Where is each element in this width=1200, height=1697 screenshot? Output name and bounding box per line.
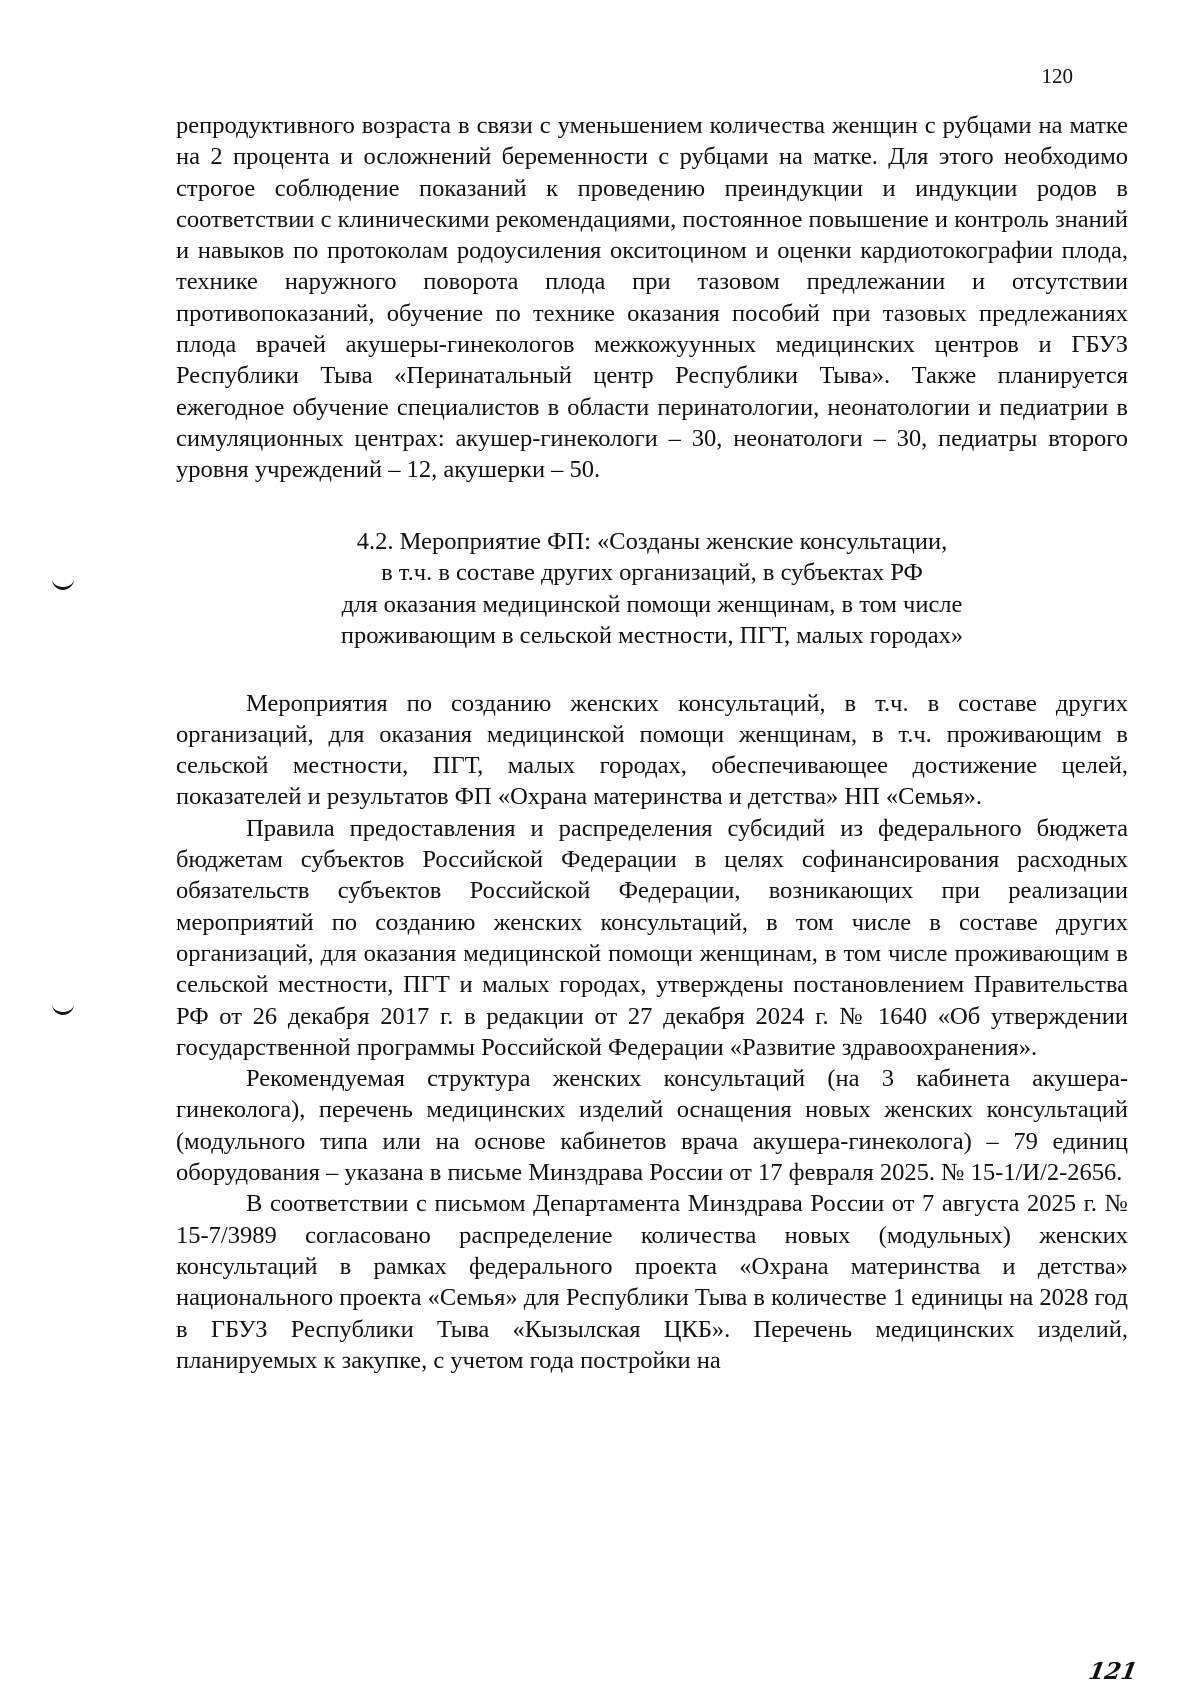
- section-heading: [176, 526, 1128, 652]
- handwritten-page-number: 121: [1086, 1658, 1140, 1685]
- document-body: [176, 110, 1128, 1376]
- paragraph-continuation: репродуктивного возраста в связи с уменьшением количества женщин с рубцами на матке на 2 процента и осложнений беременности с рубцами на матке. Для этого необходимо строгое соблюдение показаний к проведению преиндукции и индукции родов в соответствии с клиническими рекомендациями, постоянное повышение и контроль знаний и навыков по протоколам родоусиления окситоцином и оценки кардиотокографии плода, технике наружного поворота плода при тазовом предлежании и отсутствии противопоказаний, обучение по технике оказания пособий при тазовых предлежаниях плода врачей акушеры-гинекологов межкожуунных медицинских центров и ГБУЗ Республики Тыва «Перинатальный центр Республики Тыва». Также планируется ежегодное обучение специалистов в области перинатологии, неонатологии и педиатрии в симуляционных центрах: акушер-гинекологи – 30, неонатологи – 30, педиатры второго уровня учреждений – 12, акушерки – 50.: [176, 112, 1128, 484]
- section-heading-line: для оказания медицинской помощи женщинам, в том числе: [341, 590, 963, 618]
- section-heading-line: в т.ч. в составе других организаций, в субъектах РФ: [381, 559, 923, 587]
- page-number: 120: [1041, 64, 1073, 88]
- margin-mark-upper: [52, 575, 74, 590]
- paragraph-measures: Мероприятия по созданию женских консультаций, в т.ч. в составе других организаций, для оказания медицинской помощи женщинам, в т.ч. проживающим в сельской местности, ПГТ, малых городах, обеспечивающее достижение целей, показателей и результатов ФП «Охрана материнства и детства» НП «Семья».: [176, 689, 1128, 811]
- paragraph-recommended-structure: Рекомендуемая структура женских консультаций (на 3 кабинета акушера-гинеколога), перечень медицинских изделий оснащения новых женских консультаций (модульного типа или на основе кабинетов врача акушера-гинеколога) – 79 единиц оборудования – указана в письме Минздрава России от 17 февраля 2025. № 15-1/И/2-2656.: [176, 1065, 1128, 1187]
- section-heading-line: проживающим в сельской местности, ПГТ, малых городах»: [340, 622, 964, 650]
- margin-mark-lower: [52, 1000, 74, 1015]
- paragraph-subsidy-rules: Правила предоставления и распределения субсидий из федерального бюджета бюджетам субъектов Российской Федерации в целях софинансирования расходных обязательств субъектов Российской Федерации, возникающих при реализации мероприятий по созданию женских консультаций, в том числе в составе других организаций, для оказания медицинской помощи женщинам, в том числе проживающим в сельской местности, ПГТ и малых городах, утверждены постановлением Правительства РФ от 26 декабря 2017 г. в редакции от 27 декабря 2024 г. № 1640 «Об утверждении государственной программы Российской Федерации «Развитие здравоохранения».: [176, 814, 1128, 1061]
- section-heading-line: 4.2. Мероприятие ФП: «Созданы женские консультации,: [356, 527, 948, 555]
- paragraph-distribution: В соответствии с письмом Департамента Минздрава России от 7 августа 2025 г. № 15-7/3989 согласовано распределение количества новых (модульных) женских консультаций в рамках федерального проекта «Охрана материнства и детства» национального проекта «Семья» для Республики Тыва в количестве 1 единицы на 2028 год в ГБУЗ Республики Тыва «Кызылская ЦКБ». Перечень медицинских изделий, планируемых к закупке, с учетом года постройки на: [176, 1190, 1128, 1374]
